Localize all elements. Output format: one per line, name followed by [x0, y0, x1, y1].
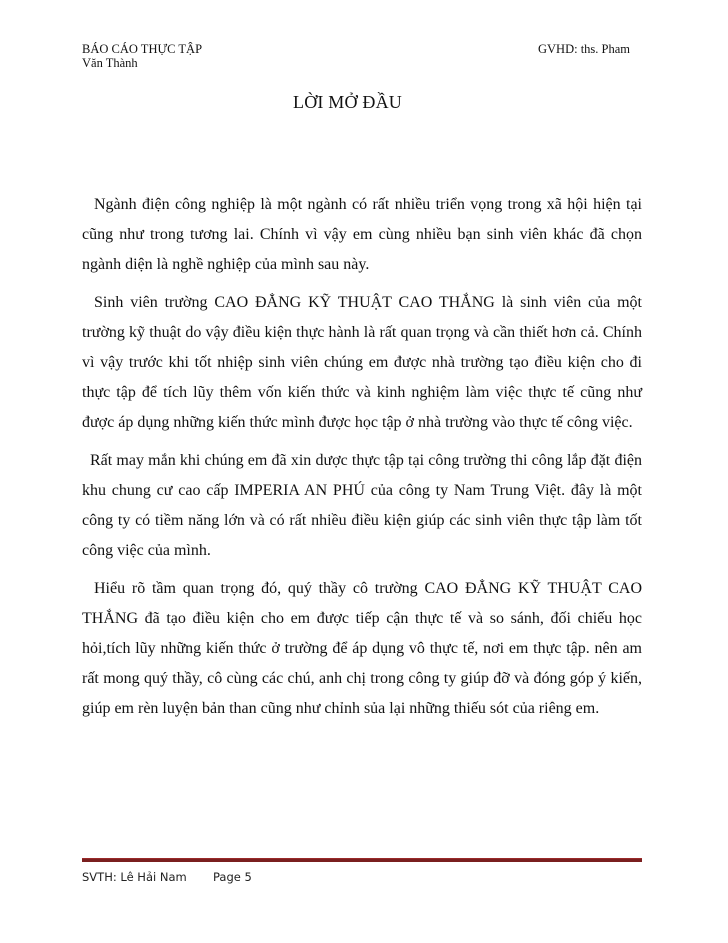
paragraph-2: Sinh viên trường CAO ĐẲNG KỸ THUẬT CAO THẮNG là sinh viên của một trường kỹ thuật do vậy điều kiện thực hành là rất quan trọng và cần thiết hơn cả. Chính vì vậy trước khi tốt nhiệp sinh viên chúng em được nhà trường tạo điều kiện cho đi thực tập để tích lũy thêm vốn kiến thức và kinh nghiệm làm việc thực tế cũng như được áp dụng những kiến thức mình được học tập ở nhà trường vào thực tế công việc. — [82, 294, 642, 431]
page-footer — [82, 870, 252, 884]
header-left — [82, 42, 382, 70]
report-label: BÁO CÁO THỰC TẬP — [82, 42, 203, 56]
instructor-label: GVHD: ths. Pham — [538, 42, 631, 56]
document-body — [82, 190, 642, 732]
page-number: Page 5 — [213, 870, 252, 884]
instructor-name-continuation: Văn Thành — [82, 56, 138, 70]
page-title: LỜI MỞ ĐẦU — [293, 92, 402, 112]
page-header — [82, 42, 642, 70]
paragraph-4: Hiểu rõ tầm quan trọng đó, quý thầy cô trường CAO ĐẲNG KỸ THUẬT CAO THẮNG đã tạo điều kiện cho em được tiếp cận thực tế và so sánh, đối chiếu học hỏi,tích lũy những kiến thức ở trường để áp dụng vô thực tế, nơi em thực tập. nên am rất mong quý thầy, cô cùng các chú, anh chị trong công ty giúp đỡ và đóng góp ý kiến, giúp em rèn luyện bản than cũng như chỉnh sủa lại những thiếu sót của riêng em. — [82, 580, 642, 717]
paragraph-1: Ngành điện công nghiệp là một ngành có rất nhiều triển vọng trong xã hội hiện tại cũng như trong tương lai. Chính vì vậy em cùng nhiều bạn sinh viên khác đã chọn ngành diện là nghề nghiệp của mình sau này. — [82, 196, 642, 273]
footer-divider — [82, 858, 642, 862]
student-name: SVTH: Lê Hải Nam — [82, 870, 187, 884]
paragraph-3: Rất may mắn khi chúng em đã xin dược thực tập tại công trường thi công lắp đặt điện khu chung cư cao cấp IMPERIA AN PHÚ của công ty Nam Trung Việt. đây là một công ty có tiềm năng lớn và có rất nhiều điều kiện giúp các sinh viên thực tập làm tốt công việc của mình. — [82, 452, 642, 559]
